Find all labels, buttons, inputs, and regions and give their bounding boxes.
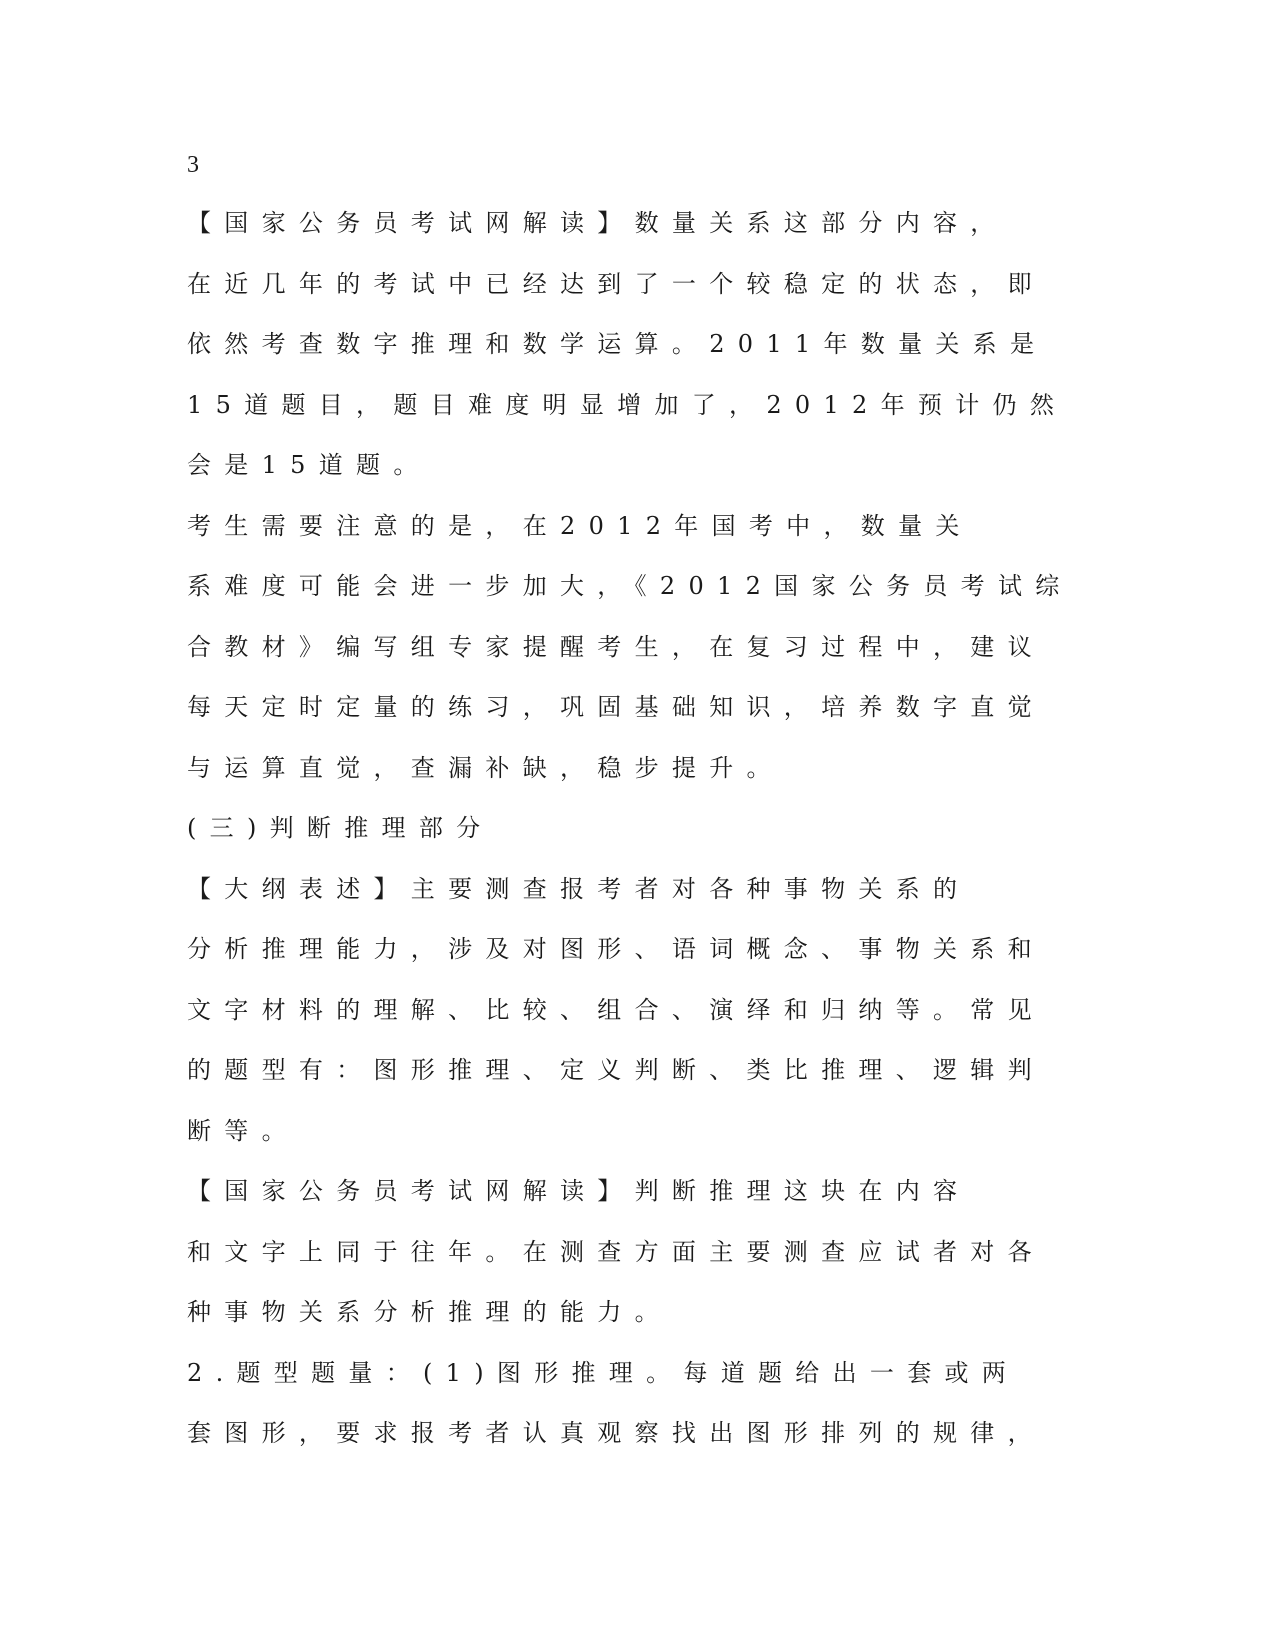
text-line: 每天定时定量的练习，巩固基础知识，培养数字直觉 — [187, 693, 1045, 721]
text-line: 【国家公务员考试网解读】数量关系这部分内容， — [187, 209, 1008, 237]
text-line: 15道题目，题目难度明显增加了，2012年预计仍然 — [187, 390, 1068, 419]
text-line: 文字材料的理解、比较、组合、演绎和归纳等。常见 — [187, 995, 1045, 1024]
text-line: 【国家公务员考试网解读】判断推理这块在内容 — [187, 1177, 971, 1205]
text-line: 种事物关系分析推理的能力。 — [187, 1298, 672, 1326]
text-line: 考生需要注意的是，在2012年国考中，数量关 — [187, 511, 973, 540]
document-body — [187, 208, 1073, 1479]
text-line: 2.题型题量：(1)图形推理。每道题给出一套或两 — [187, 1358, 1020, 1387]
page-number: 3 — [187, 152, 199, 178]
text-line: 合教材》编写组专家提醒考生，在复习过程中，建议 — [187, 632, 1045, 661]
text-line: 依然考查数字推理和数学运算。2011年数量关系是 — [187, 330, 1048, 358]
text-line: 系难度可能会进一步加大，《2012国家公务员考试综 — [187, 572, 1073, 600]
text-line: 与运算直觉，查漏补缺，稳步提升。 — [187, 753, 784, 782]
text-line: 套图形，要求报考者认真观察找出图形排列的规律， — [187, 1419, 1045, 1447]
text-line: 分析推理能力，涉及对图形、语词概念、事物关系和 — [187, 935, 1045, 963]
text-line: 和文字上同于往年。在测查方面主要测查应试者对各 — [187, 1237, 1045, 1266]
text-line: 会是15道题。 — [187, 451, 431, 479]
section-heading: (三)判断推理部分 — [187, 814, 494, 842]
text-line: 在近几年的考试中已经达到了一个较稳定的状态，即 — [187, 269, 1045, 298]
text-line: 断等。 — [187, 1116, 299, 1145]
text-line: 【大纲表述】主要测查报考者对各种事物关系的 — [187, 874, 971, 903]
text-line: 的题型有：图形推理、定义判断、类比推理、逻辑判 — [187, 1056, 1045, 1084]
